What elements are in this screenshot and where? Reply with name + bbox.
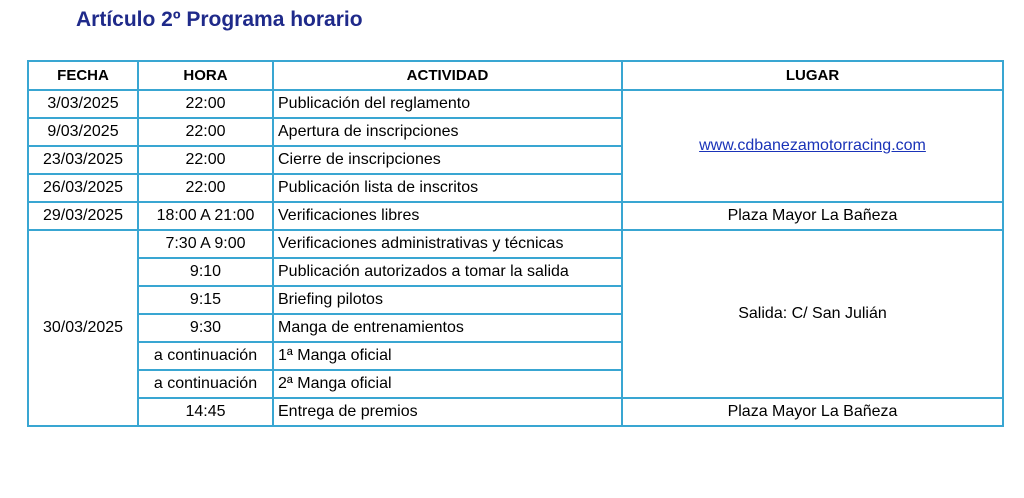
header-fecha: FECHA [28, 61, 138, 90]
actividad-cell: Briefing pilotos [273, 286, 622, 314]
hora-cell: 18:00 A 21:00 [138, 202, 273, 230]
schedule-table [27, 60, 1004, 427]
table-row [28, 202, 1003, 230]
fecha-cell: 9/03/2025 [28, 118, 138, 146]
actividad-cell: 1ª Manga oficial [273, 342, 622, 370]
fecha-cell: 30/03/2025 [28, 230, 138, 426]
lugar-cell: Plaza Mayor La Bañeza [622, 202, 1003, 230]
actividad-cell: Verificaciones administrativas y técnicas [273, 230, 622, 258]
hora-cell: 22:00 [138, 118, 273, 146]
header-actividad: ACTIVIDAD [273, 61, 622, 90]
actividad-cell: Publicación autorizados a tomar la salida [273, 258, 622, 286]
fecha-cell: 23/03/2025 [28, 146, 138, 174]
header-lugar: LUGAR [622, 61, 1003, 90]
hora-cell: 9:10 [138, 258, 273, 286]
hora-cell: 7:30 A 9:00 [138, 230, 273, 258]
table-row [28, 398, 1003, 426]
lugar-cell-web [622, 90, 1003, 202]
hora-cell: 9:15 [138, 286, 273, 314]
table-row [28, 230, 1003, 258]
fecha-cell: 29/03/2025 [28, 202, 138, 230]
hora-cell: a continuación [138, 342, 273, 370]
actividad-cell: Apertura de inscripciones [273, 118, 622, 146]
actividad-cell: Cierre de inscripciones [273, 146, 622, 174]
actividad-cell: Publicación lista de inscritos [273, 174, 622, 202]
actividad-cell: Entrega de premios [273, 398, 622, 426]
page-title: Artículo 2º Programa horario [76, 8, 363, 31]
website-link[interactable]: www.cdbanezamotorracing.com [699, 137, 926, 154]
header-hora: HORA [138, 61, 273, 90]
hora-cell: a continuación [138, 370, 273, 398]
hora-cell: 22:00 [138, 146, 273, 174]
table-row [28, 90, 1003, 118]
fecha-cell: 26/03/2025 [28, 174, 138, 202]
actividad-cell: 2ª Manga oficial [273, 370, 622, 398]
header-row [28, 61, 1003, 90]
hora-cell: 22:00 [138, 174, 273, 202]
actividad-cell: Manga de entrenamientos [273, 314, 622, 342]
hora-cell: 22:00 [138, 90, 273, 118]
lugar-cell: Salida: C/ San Julián [622, 230, 1003, 398]
hora-cell: 14:45 [138, 398, 273, 426]
fecha-cell: 3/03/2025 [28, 90, 138, 118]
hora-cell: 9:30 [138, 314, 273, 342]
actividad-cell: Verificaciones libres [273, 202, 622, 230]
actividad-cell: Publicación del reglamento [273, 90, 622, 118]
lugar-cell: Plaza Mayor La Bañeza [622, 398, 1003, 426]
